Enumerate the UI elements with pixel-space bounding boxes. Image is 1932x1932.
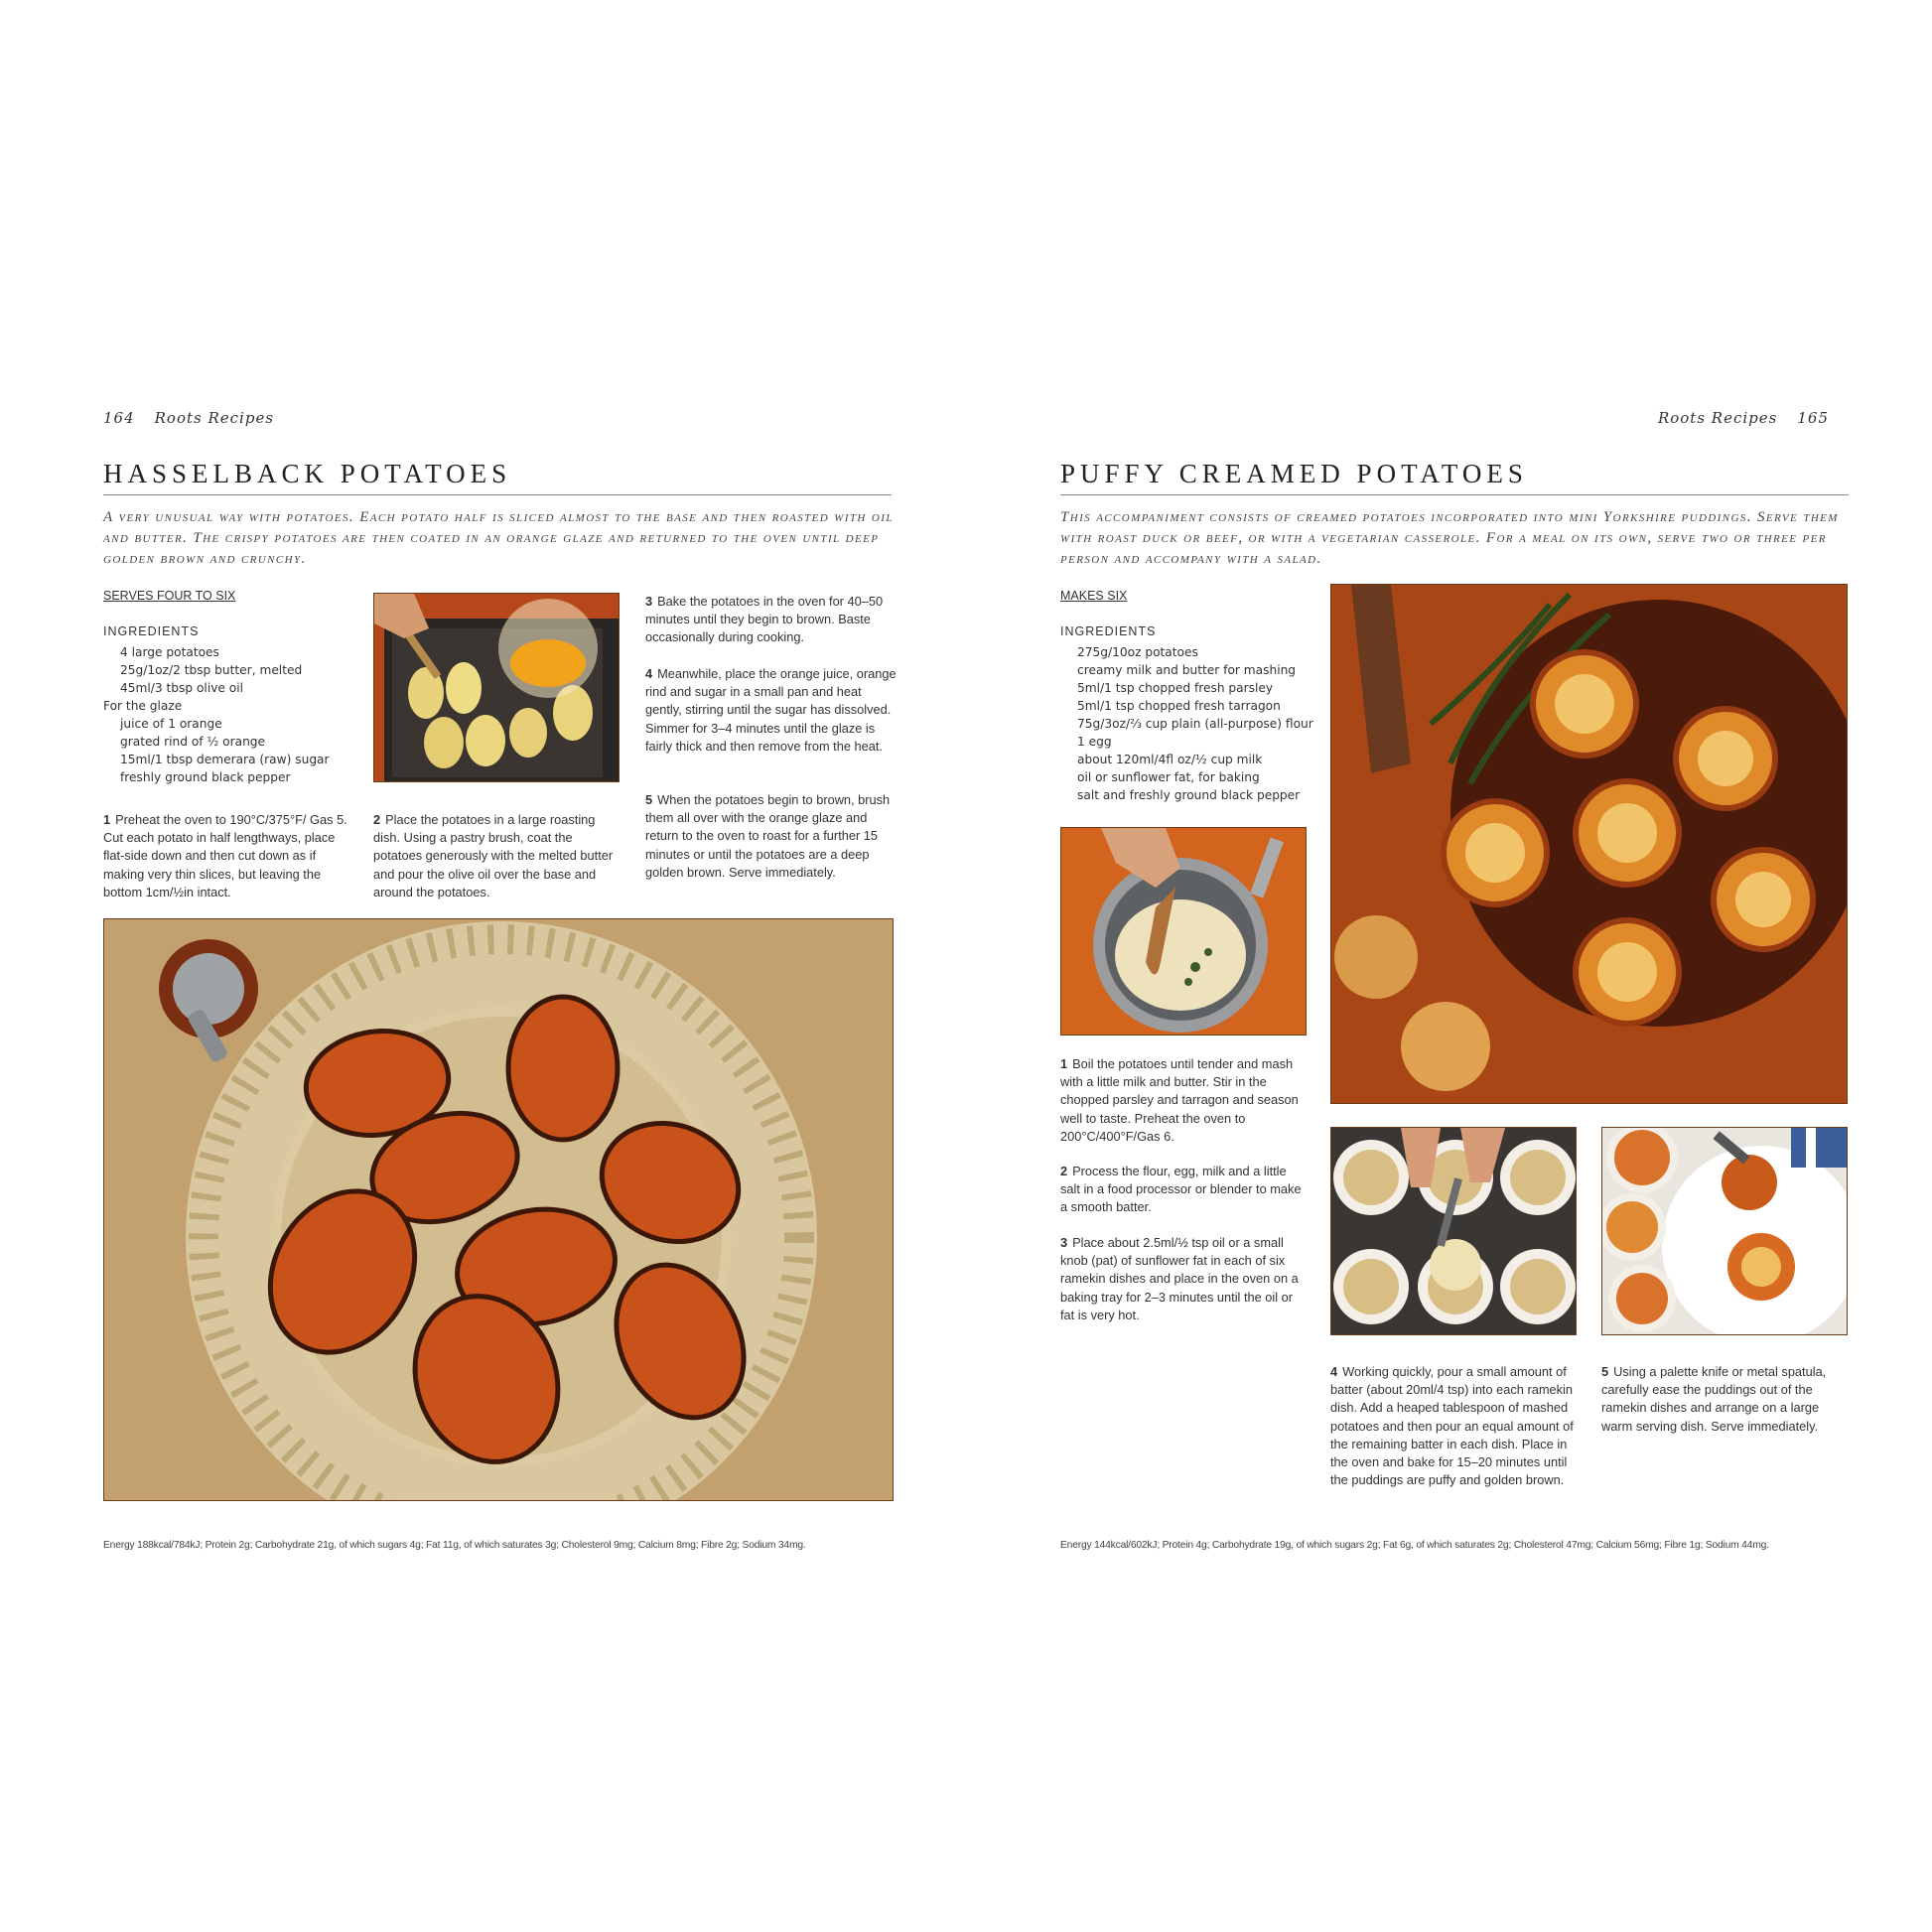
ingredient-item: 4 large potatoes bbox=[120, 645, 219, 659]
ingredient-item: 75g/3oz/⅔ cup plain (all-purpose) flour bbox=[1077, 717, 1313, 731]
step-2: 2 Place the potatoes in a large roasting dish. Using a pastry brush, coat the potatoes generously with the melted butter and pour the olive oil over the base and around the potatoes. bbox=[373, 812, 614, 899]
ingredient-item: 15ml/1 tbsp demerara (raw) sugar bbox=[120, 753, 330, 766]
serves-label: MAKES SIX bbox=[1060, 589, 1128, 603]
ingredients-list bbox=[103, 643, 330, 786]
step-4: 4 Working quickly, pour a small amount of batter (about 20ml/4 tsp) into each ramekin dish. Add a heaped tablespoon of mashed potatoes and then pour an equal amount of the remaining batter in each dish. Place in the oven and bake for 15–20 minutes until the puddings are puffy and golden brown. bbox=[1330, 1364, 1574, 1488]
ingredient-item: 5ml/1 tsp chopped fresh parsley bbox=[1077, 681, 1274, 695]
recipe-intro: A very unusual way with potatoes. Each potato half is sliced almost to the base and then roasted with oil and butter. The crispy potatoes are then coated in an orange glaze and returned to the oven until deep golden brown and crunchy. bbox=[103, 509, 894, 567]
glaze-heading: For the glaze bbox=[103, 699, 183, 713]
step-3: 3 Bake the potatoes in the oven for 40–50 minutes until they begin to brown. Baste occasionally during cooking. bbox=[645, 594, 884, 645]
running-head-right bbox=[1658, 409, 1829, 427]
ingredient-item: juice of 1 orange bbox=[120, 717, 222, 731]
hero-photo-puffy-potatoes bbox=[1330, 584, 1848, 1104]
ingredient-item: salt and freshly ground black pepper bbox=[1077, 788, 1301, 802]
step-2: 2 Process the flour, egg, milk and a little salt in a food processor or blender to make a smooth batter. bbox=[1060, 1164, 1302, 1215]
title-rule bbox=[1060, 494, 1849, 495]
step-5: 5 Using a palette knife or metal spatula, carefully ease the puddings out of the ramekin dishes and arrange on a large warm serving dish. Serve immediately. bbox=[1601, 1364, 1827, 1434]
step-photo-ramekins bbox=[1330, 1127, 1577, 1335]
recipe-title: HASSELBACK POTATOES bbox=[103, 459, 512, 488]
ingredients-heading: INGREDIENTS bbox=[103, 624, 200, 638]
step-1: 1 Preheat the oven to 190°C/375°F/ Gas 5. Cut each potato in half lengthways, place flat-side down and then cut down as if making very thin slices, but leaving the bottom 1cm/½in intact. bbox=[103, 812, 347, 899]
ingredient-item: 25g/1oz/2 tbsp butter, melted bbox=[120, 663, 303, 677]
step-photo-brushing bbox=[373, 593, 620, 782]
right-page bbox=[966, 0, 1932, 1932]
page-number: 164 bbox=[103, 409, 135, 427]
ingredient-item: 275g/10oz potatoes bbox=[1077, 645, 1198, 659]
running-head-left bbox=[103, 409, 274, 427]
recipe-intro: This accompaniment consists of creamed potatoes incorporated into mini Yorkshire puddings. Serve them with roast duck or beef, or with a vegetarian casserole. For a meal on its own, serve two or three per person and accompany with a salad. bbox=[1060, 509, 1839, 567]
step-photo-mashing bbox=[1060, 827, 1307, 1035]
ingredients-list bbox=[1060, 643, 1313, 804]
ingredient-item: 5ml/1 tsp chopped fresh tarragon bbox=[1077, 699, 1281, 713]
title-rule bbox=[103, 494, 892, 495]
serves-label: SERVES FOUR TO SIX bbox=[103, 589, 236, 603]
ingredient-item: oil or sunflower fat, for baking bbox=[1077, 770, 1260, 784]
nutrition-info: Energy 188kcal/784kJ; Protein 2g; Carbohydrate 21g, of which sugars 4g; Fat 11g, of which saturates 3g; Cholesterol 9mg; Calcium 8mg; Fibre 2g; Sodium 34mg. bbox=[103, 1540, 806, 1551]
page-number: 165 bbox=[1797, 409, 1829, 427]
step-5: 5 When the potatoes begin to brown, brush them all over with the orange glaze and return to the oven to roast for a further 15 minutes or until the potatoes are a deep golden brown. Serve immediately. bbox=[645, 792, 891, 880]
section-name: Roots Recipes bbox=[1657, 409, 1778, 427]
ingredient-item: about 120ml/4fl oz/½ cup milk bbox=[1077, 753, 1263, 766]
ingredient-item: 45ml/3 tbsp olive oil bbox=[120, 681, 244, 695]
ingredient-item: creamy milk and butter for mashing bbox=[1077, 663, 1297, 677]
hero-photo-hasselback bbox=[103, 918, 894, 1501]
ingredient-item: freshly ground black pepper bbox=[120, 770, 291, 784]
ingredient-item: 1 egg bbox=[1077, 735, 1112, 749]
step-1: 1 Boil the potatoes until tender and mash with a little milk and butter. Stir in the chopped parsley and tarragon and season well to taste. Preheat the oven to 200°C/400°F/Gas 6. bbox=[1060, 1056, 1299, 1144]
step-3: 3 Place about 2.5ml/½ tsp oil or a small knob (pat) of sunflower fat in each of six ramekin dishes and place in the oven on a baking tray for 2–3 minutes until the oil or fat is very hot. bbox=[1060, 1235, 1299, 1322]
ingredients-heading: INGREDIENTS bbox=[1060, 624, 1157, 638]
step-photo-serving bbox=[1601, 1127, 1848, 1335]
section-name: Roots Recipes bbox=[154, 409, 275, 427]
step-4: 4 Meanwhile, place the orange juice, orange rind and sugar in a small pan and heat gently, stirring until the sugar has dissolved. Simmer for 3–4 minutes until the glaze is fairly thick and then remove from the heat. bbox=[645, 666, 897, 754]
ingredient-item: grated rind of ½ orange bbox=[120, 735, 266, 749]
recipe-title: PUFFY CREAMED POTATOES bbox=[1060, 459, 1528, 488]
nutrition-info: Energy 144kcal/602kJ; Protein 4g; Carbohydrate 19g, of which sugars 2g; Fat 6g, of which saturates 2g; Cholesterol 47mg; Calcium 56mg; Fibre 1g; Sodium 44mg. bbox=[1060, 1540, 1769, 1551]
